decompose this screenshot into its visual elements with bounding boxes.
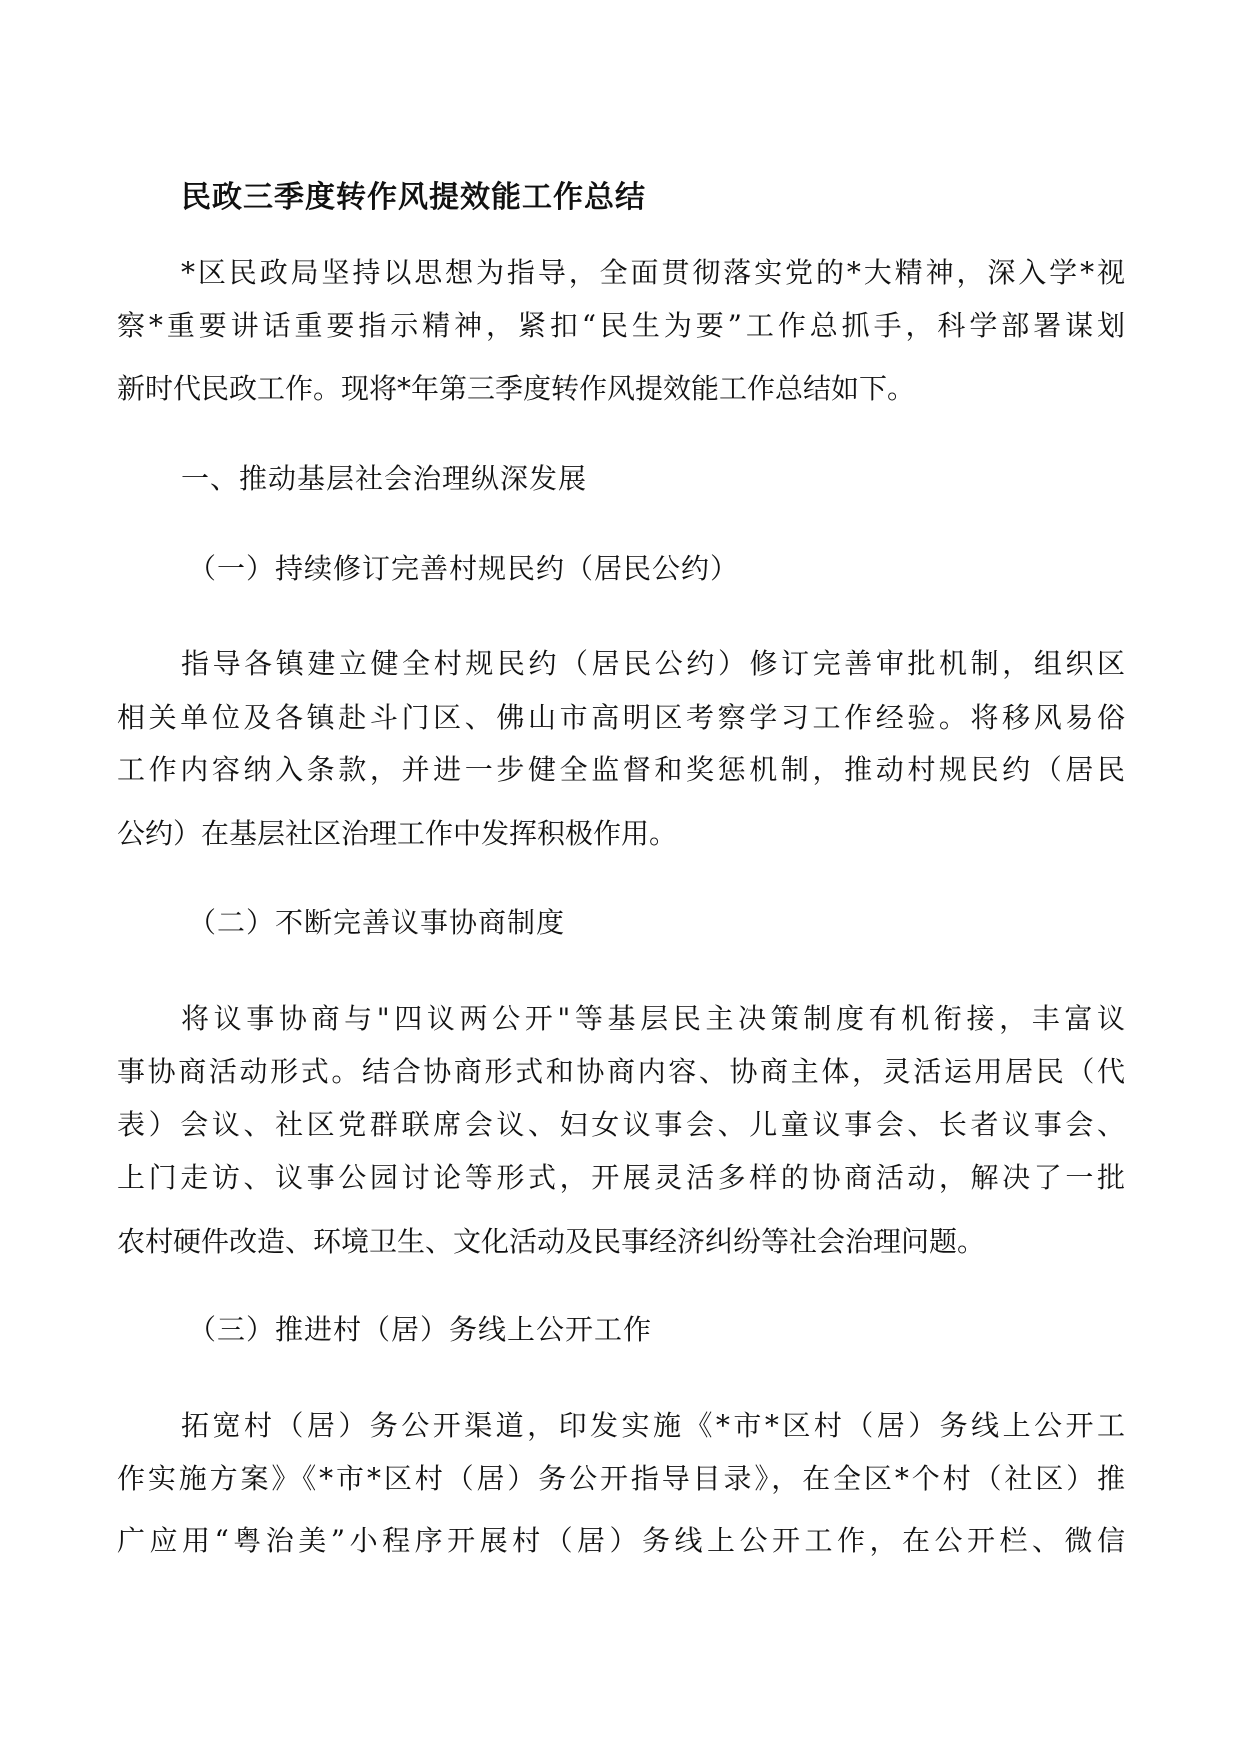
- paragraph-line: 广应用“粤治美”小程序开展村（居）务线上公开工作，在公开栏、微信: [117, 1524, 1125, 1557]
- section-heading: 一、推动基层社会治理纵深发展: [181, 462, 588, 495]
- paragraph-line: 公约）在基层社区治理工作中发挥积极作用。: [117, 817, 678, 850]
- intro-line: 察*重要讲话重要指示精神，紧扣“民生为要”工作总抓手，科学部署谋划: [117, 309, 1125, 342]
- paragraph-line: 指导各镇建立健全村规民约（居民公约）修订完善审批机制，组织区: [181, 647, 1125, 680]
- subsection-heading: （一）持续修订完善村规民约（居民公约）: [188, 552, 740, 585]
- subsection-heading: （二）不断完善议事协商制度: [188, 906, 566, 939]
- document-title: 民政三季度转作风提效能工作总结: [181, 180, 646, 215]
- paragraph-line: 相关单位及各镇赴斗门区、佛山市高明区考察学习工作经验。将移风易俗: [117, 701, 1125, 734]
- subsection-heading: （三）推进村（居）务线上公开工作: [188, 1313, 653, 1346]
- paragraph-line: 工作内容纳入条款，并进一步健全监督和奖惩机制，推动村规民约（居民: [117, 753, 1125, 786]
- paragraph-line: 拓宽村（居）务公开渠道，印发实施《*市*区村（居）务线上公开工: [181, 1409, 1125, 1442]
- paragraph-line: 作实施方案》《*市*区村（居）务公开指导目录》，在全区*个村（社区）推: [117, 1462, 1125, 1495]
- paragraph-line: 上门走访、议事公园讨论等形式，开展灵活多样的协商活动，解决了一批: [117, 1161, 1125, 1194]
- paragraph-line: 农村硬件改造、环境卫生、文化活动及民事经济纠纷等社会治理问题。: [117, 1225, 986, 1258]
- paragraph-line: 事协商活动形式。结合协商形式和协商内容、协商主体，灵活运用居民（代: [117, 1055, 1125, 1088]
- paragraph-line: 表）会议、社区党群联席会议、妇女议事会、儿童议事会、长者议事会、: [117, 1108, 1125, 1141]
- intro-line: *区民政局坚持以思想为指导，全面贯彻落实党的*大精神，深入学*视: [181, 256, 1125, 289]
- paragraph-line: 将议事协商与"四议两公开"等基层民主决策制度有机衔接，丰富议: [181, 1002, 1125, 1035]
- intro-line: 新时代民政工作。现将*年第三季度转作风提效能工作总结如下。: [117, 372, 916, 405]
